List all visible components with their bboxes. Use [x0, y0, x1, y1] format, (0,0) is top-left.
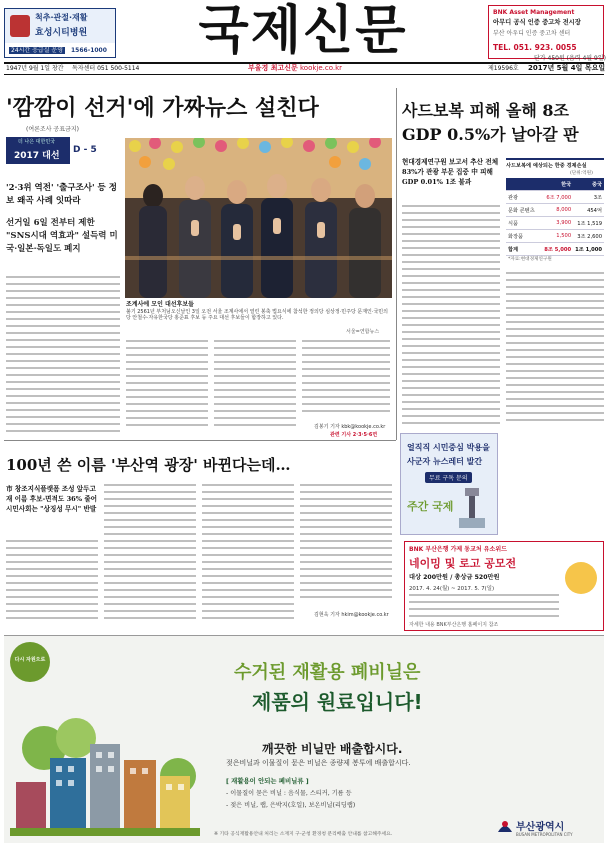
contest-bank: BNK 부산은행 가제 동교처 유소위드 [409, 546, 507, 553]
sidebar-ad[interactable] [400, 433, 498, 535]
ad-line2: 효성시티병원 [35, 28, 88, 38]
table-cell: 문화 콘텐츠 [508, 207, 535, 214]
table-cell: 식품 [508, 220, 519, 227]
table-cell: 1조 1,000 [575, 246, 602, 253]
right-ad-brand: BNK Asset Management [493, 9, 575, 16]
bottom-headline: 100년 쓴 이름 '부산역 광장' 바뀐다는데… [6, 456, 291, 474]
sidebar-ad-line1: 얼직직 시민중심 박용을 [407, 443, 490, 452]
table-row [506, 204, 604, 217]
table-cell: 3조 2,600 [577, 233, 602, 240]
lead-subhead-2: 선거일 6일 전부터 제한 "SNS시대 역효과" 설득력 미국·일본·독일도 폐지 [6, 218, 118, 254]
contest-site: 자세한 내용 BNK부산은행 홈페이지 참조 [409, 622, 499, 628]
contest-details [409, 594, 559, 620]
table-cell: 1,500 [556, 233, 572, 239]
recycle-corner-text: 다시 자원으로 [14, 657, 46, 663]
ad-footer: ※ 기타 공식재활용안내 처리는 소재지 구·군청 환경청 분리배출 안내를 참고해주세요. [214, 832, 393, 837]
hospital-logo-icon [10, 15, 30, 37]
table-row [506, 191, 604, 204]
table-cell: 1조 1,519 [577, 220, 602, 227]
table-cell: 8,000 [556, 207, 572, 213]
table-cell: 454억 [587, 207, 602, 214]
lead-headline: '깜깜이 선거'에 가짜뉴스 설친다 [6, 95, 319, 121]
table-row [506, 230, 604, 243]
table-cell: 8조 5,000 [544, 246, 572, 253]
right-body-col-2 [506, 272, 604, 434]
contest-prize: 대상 200만원 / 총상금 520만원 [409, 574, 500, 581]
city-name: 부산광역시 [516, 822, 565, 833]
election-badge [6, 137, 70, 164]
bottom-body-col-1 [6, 540, 98, 626]
lead-subhead-1: '2·3위 역전' '출구조사' 등 정보 왜곡 사례 잇따라 [6, 183, 117, 206]
bottom-body-col-4 [300, 484, 392, 608]
election-badge-main: 2017 대선 [14, 151, 60, 161]
sidebar-ad-brand: 주간 국제 [407, 500, 454, 513]
newspaper-title: 국제신문 [198, 0, 408, 61]
right-ad-phone: TEL. 051. 923. 0055 [493, 43, 577, 52]
loss-table-note: *자료:현대경제연구원 [508, 257, 552, 262]
election-dday: D - 5 [73, 145, 97, 155]
lead-photo [125, 138, 392, 298]
table-cell: 합계 [508, 246, 519, 253]
city-illustration [10, 686, 200, 836]
lead-byline: 김봉기 기자 kbk@kookje.co.kr [314, 424, 386, 430]
table-cell: 관광 [508, 194, 519, 201]
right-body-col-1 [402, 205, 500, 435]
lead-continued: 관련 기사 2·3·5·6면 [330, 432, 378, 438]
contest-ad[interactable] [404, 541, 604, 631]
bottom-subhead: 市 창조지식플랫폼 조성 앞두고 재 이름 후보-면적도 36% 줄어 시민사회는 "상징성 무시" 반발 [6, 485, 98, 513]
busan-logo-icon [496, 818, 514, 836]
photo-caption: 불기 2561년 부처님오신날인 3일 오전 서울 조계사에서 열린 봉축 법요식에 참석한 정의당 심상정·민주당 문재인·국민의당 안철수·자유한국당 홍준표 후보 등 주요 대선 후보들이 합장하고 있다. [126, 309, 388, 322]
right-ad-line1: 아무디 공식 인증 중고차 전시장 [493, 19, 581, 26]
table-row [506, 217, 604, 230]
masthead-left-ad [4, 8, 116, 58]
table-cell: 중국 [591, 181, 602, 188]
table-cell: 화장품 [508, 233, 524, 240]
lead-subtitle: (여론조사 공표금지) [26, 126, 79, 133]
loss-table-title: 사드보복에 예상되는 한중 경제손실 [506, 163, 587, 169]
issue-date: 2017년 5월 4일 목요일 [528, 64, 606, 72]
bottom-section-rule [4, 440, 396, 441]
ad-list-item-2: - 젖은 비닐, 랩, 은박지(호일), 보온비닐(리딩랩) [226, 802, 356, 809]
right-headline-2: GDP 0.5%가 날아갈 판 [402, 125, 579, 144]
lead-body-col-3 [214, 340, 296, 436]
contest-title: 네이밍 및 로고 공모전 [409, 557, 517, 570]
loss-table-rows [506, 178, 604, 256]
lead-body-col-4 [302, 340, 390, 422]
ad-line3: 24시간 응급실 운영 [11, 47, 64, 54]
column-divider [396, 88, 397, 440]
loss-table-unit: (단위:억원) [570, 171, 593, 176]
founded-date: 1947년 9월 1일 창간 [6, 65, 64, 72]
slogan: 부울경 최고신문 [248, 64, 298, 72]
bottom-byline: 김현욱 기자 hkim@kookje.co.kr [314, 612, 389, 618]
edition-number: 제19596호 [488, 65, 519, 72]
table-cell: 한국 [561, 181, 572, 188]
table-header-row [506, 178, 604, 191]
ad-sub-text: 젖은비닐과 이물질이 묻은 비닐은 종량제 봉투에 배출합시다. [226, 759, 411, 767]
ad-list-title: [ 재활용이 안되는 폐비닐류 ] [226, 777, 309, 785]
table-cell: 6조 7,000 [546, 194, 572, 201]
website-link[interactable]: kookje.co.kr [300, 64, 343, 72]
table-row [506, 243, 604, 256]
ad-headline-2: 제품의 원료입니다! [252, 690, 423, 714]
photo-credit: 서울=연합뉴스 [346, 329, 380, 335]
contest-period: 2017. 4. 24(월) ~ 2017. 5. 7(일) [409, 586, 495, 592]
ad-phone: 1566-1000 [71, 47, 107, 54]
lead-body-col-2 [126, 340, 208, 436]
recycling-ad[interactable] [4, 635, 604, 843]
reader-service: 독자센터 051 500-5114 [72, 65, 140, 72]
masthead-right-ad [488, 5, 604, 59]
table-cell: 3조 [593, 194, 602, 201]
ad-sub-headline: 깨끗한 비닐만 배출합시다. [262, 742, 403, 756]
bottom-body-col-2 [104, 484, 196, 626]
bottom-body-col-3 [202, 484, 294, 626]
right-headline-1: 사드보복 피해 올해 8조 [402, 101, 569, 120]
trophy-icon [565, 562, 597, 594]
photo-caption-title: 조계사에 모인 대선후보들 [126, 301, 194, 308]
tower-icon [459, 488, 485, 528]
ad-line1: 척추·관절·재활 [35, 13, 88, 22]
sidebar-ad-button[interactable]: 무료 구독 문의 [425, 472, 472, 483]
right-subhead: 현대경제연구원 보고서 추산 전체 83%가 관광 부문 집중 中 피해 GDP 0.01% 1조 불과 [402, 158, 499, 186]
right-ad-line2: 부산 아우디 인증 중고차 센터 [493, 30, 571, 37]
city-name-en: BUSAN METROPOLITAN CITY [516, 832, 573, 837]
ad-list-item-1: - 이물질이 묻은 비닐 : 음식물, 스티커, 기름 등 [226, 790, 352, 797]
loss-table [506, 158, 604, 266]
election-badge-top: 더 나은 대한민국 [18, 139, 55, 145]
price: 단가 450원 (음력 4월 9일) [534, 55, 606, 62]
lead-column-1-text [6, 276, 120, 436]
masthead-rule-thin [4, 74, 604, 75]
table-cell: 3,900 [556, 220, 572, 226]
ad-headline-1: 수거된 재활용 폐비닐은 [234, 662, 421, 683]
sidebar-ad-line2: 사군자 뉴스레터 발간 [407, 457, 483, 466]
